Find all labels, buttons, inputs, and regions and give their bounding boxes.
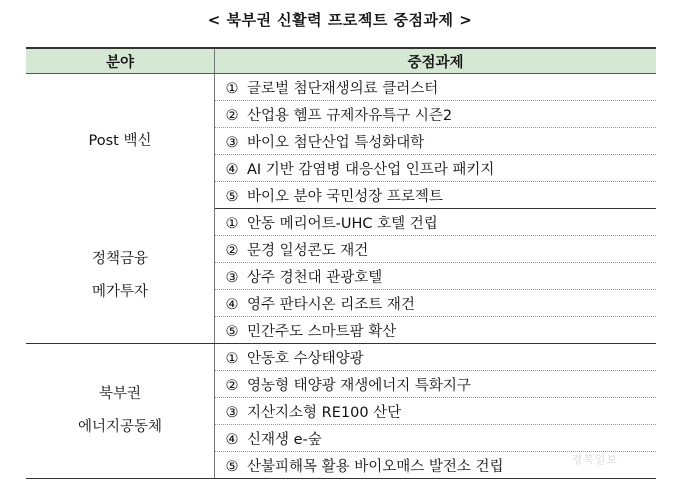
item-text: 신재생 e-숲	[247, 431, 322, 448]
task-item	[215, 128, 657, 155]
item-number: ⑤	[225, 188, 239, 205]
item-number: ③	[225, 134, 239, 151]
item-number: ②	[225, 377, 239, 394]
item-text: 안동호 수상태양광	[247, 350, 364, 367]
item-text: 민간주도 스마트팜 확산	[247, 323, 397, 340]
item-text: 바이오 분야 국민성장 프로젝트	[247, 188, 443, 205]
task-item	[215, 317, 657, 344]
header-field: 분야	[26, 48, 215, 74]
task-item	[215, 425, 657, 452]
table-row	[26, 209, 656, 236]
field-label: 정책금융	[91, 250, 149, 267]
item-number: ④	[225, 431, 239, 448]
item-text: 지산지소형 RE100 산단	[247, 404, 402, 421]
item-text: 영주 판타시온 리조트 재건	[247, 296, 415, 313]
item-text: 바이오 첨단산업 특성화대학	[247, 134, 425, 151]
item-text: AI 기반 감염병 대응산업 인프라 패키지	[247, 161, 495, 178]
field-label: Post 백신	[88, 132, 152, 149]
task-item	[215, 371, 657, 398]
item-number: ④	[225, 296, 239, 313]
task-item	[215, 344, 657, 371]
item-text: 상주 경천대 관광호텔	[247, 269, 383, 286]
task-item	[215, 290, 657, 317]
item-text: 문경 일성콘도 재건	[247, 242, 369, 259]
item-number: ③	[225, 404, 239, 421]
item-text: 영농형 태양광 재생에너지 특화지구	[247, 377, 471, 394]
task-item	[215, 182, 657, 209]
table-row	[26, 74, 656, 101]
item-number: ④	[225, 161, 239, 178]
item-text: 산업용 헴프 규제자유특구 시즌2	[247, 107, 453, 124]
task-item	[215, 101, 657, 128]
table-row	[26, 344, 656, 371]
task-item	[215, 74, 657, 101]
item-number: ⑤	[225, 458, 239, 475]
item-text: 안동 메리어트-UHC 호텔 건립	[247, 215, 438, 232]
page-title: < 북부권 신활력 프로젝트 중점과제 >	[207, 11, 473, 29]
item-number: ③	[225, 269, 239, 286]
item-number: ⑤	[225, 323, 239, 340]
item-text: 글로벌 첨단재생의료 클러스터	[247, 80, 439, 97]
item-number: ①	[225, 215, 239, 232]
field-label: 에너지공동체	[77, 419, 163, 435]
task-item	[215, 155, 657, 182]
header-row	[26, 48, 656, 74]
task-item	[215, 263, 657, 290]
item-number: ①	[225, 80, 239, 97]
header-tasks: 중점과제	[215, 48, 657, 74]
item-number: ②	[225, 107, 239, 124]
field-cell-energy-community	[26, 344, 215, 479]
tasks-table	[26, 47, 656, 479]
task-item	[215, 398, 657, 425]
watermark: 경북일보	[571, 453, 618, 466]
field-label: 메가투자	[91, 283, 149, 300]
item-number: ①	[225, 350, 239, 367]
field-cell-post-vaccine	[26, 74, 215, 209]
task-item	[215, 209, 657, 236]
field-cell-policy-finance	[26, 209, 215, 344]
task-item	[215, 236, 657, 263]
item-number: ②	[225, 242, 239, 259]
item-text: 산불피해목 활용 바이오매스 발전소 건립	[247, 458, 504, 475]
field-label: 북부권	[98, 386, 142, 402]
